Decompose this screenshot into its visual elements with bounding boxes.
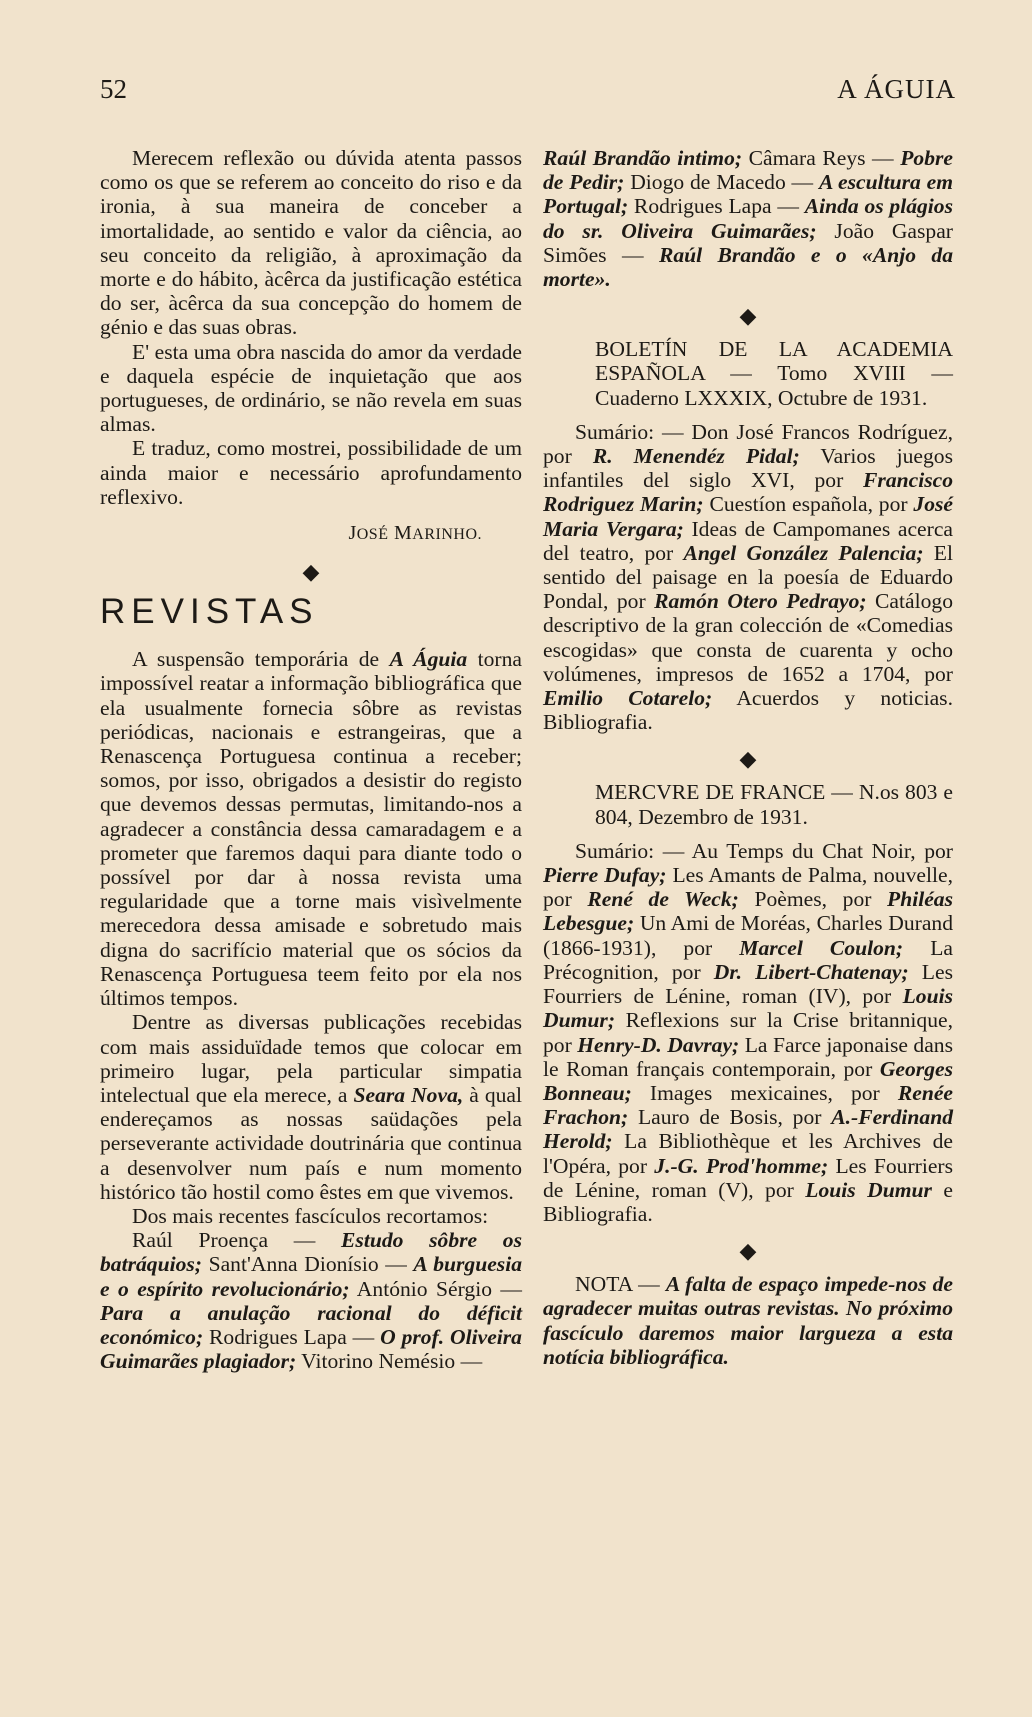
page-header	[100, 74, 956, 114]
paragraph: Dentre as diversas publicações recebidas com mais assiduïdade temos que colocar em primeiro lugar, pela particular simpatia intelectual que ela merece, a Seara Nova, à qual endereçamos as nossas saüdações pela perseverante actividade doutrinária que continua a desenvolver num país e num momento histórico tão hostil como êstes em que vivemos.	[100, 1010, 522, 1204]
diamond-ornament-icon: ◆	[302, 559, 320, 585]
section-title: REVISTAS	[100, 592, 319, 632]
journal-heading: MERCVRE DE FRANCE — N.os 803 e 804, Dezembro de 1931.	[595, 780, 953, 829]
diamond-ornament-icon: ◆	[739, 1238, 757, 1264]
paragraph: E' esta uma obra nascida do amor da verdade e daquela espécie de inquietação que aos portugueses, de ordinário, se não revela em suas almas.	[100, 339, 522, 437]
paragraph: Sumário: — Au Temps du Chat Noir, por Pierre Dufay; Les Amants de Palma, nouvelle, por René de Weck; Poèmes, por Philéas Lebesgue; Un Ami de Moréas, Charles Durand (1866-1931), por Marcel Coulon; La Précognition, por Dr. Libert-Chatenay; Les Fourriers de Lénine, roman (IV), por Louis Dumur; Reflexions sur la Crise britannique, por Henry-D. Davray; La Farce japonaise dans le Roman français contemporain, por Georges Bonneau; Images mexicaines, por Renée Frachon; Lauro de Bosis, por A.-Ferdinand Herold; La Bibliothèque et les Archives de l'Opéra, por J.-G. Prod'homme; Les Fourriers de Lénine, roman (V), por Louis Dumur e Bibliografia.	[543, 838, 954, 1226]
diamond-ornament-icon: ◆	[739, 303, 757, 329]
paragraph: Raúl Brandão intimo; Câmara Reys — Pobre de Pedir; Diogo de Macedo — A escultura em Portugal; Rodrigues Lapa — Ainda os plágios do sr. Oliveira Guimarães; João Gaspar Simões — Raúl Brandão e o «Anjo da morte».	[543, 146, 954, 292]
paragraph: Raúl Proença — Estudo sôbre os batráquios; Sant'Anna Dionísio — A burguesia e o espírito revolucionário; António Sérgio — Para a anulação racional do déficit económico; Rodrigues Lapa — O prof. Oliveira Guimarães plagiador; Vitorino Nemésio —	[100, 1228, 522, 1374]
page-number: 52	[100, 74, 127, 104]
journal-heading: BOLETÍN DE LA ACADEMIA ESPAÑOLA — Tomo XVIII — Cuaderno LXXXIX, Octubre de 1931.	[595, 337, 953, 410]
paragraph: Dos mais recentes fascículos recortamos:	[132, 1203, 489, 1228]
running-title: A ÁGUIA	[837, 74, 956, 104]
paragraph: A suspensão temporária de A Águia torna impossível reatar a informação bibliográfica que ela usualmente fornecia sôbre as revistas periódicas, nacionais e estrangeiras, que a Renascença Portuguesa continua a receber; somos, por isso, obrigados a desistir do registo que devemos dessas permutas, limitando-nos a agradecer a constância dessa camaradagem e a prometer que faremos daqui para diante todo o possível por dar à nossa revista uma regularidade que a torne mais visìvelmente merecedora dessa amisade e sobretudo mais digna do sacrifício material que os sócios da Renascença Portuguesa teem feito por ela nos últimos tempos.	[100, 647, 522, 1011]
left-column	[100, 146, 522, 1373]
note-paragraph: NOTA — A falta de espaço impede-nos de agradecer muitas outras revistas. No próximo fascículo daremos maior largueza a esta notícia bibliográfica.	[543, 1272, 953, 1369]
right-column	[543, 146, 953, 1369]
paragraph: E traduz, como mostrei, possibilidade de um ainda maior e necessário aprofundamento reflexivo.	[100, 436, 522, 509]
diamond-ornament-icon: ◆	[739, 746, 757, 772]
author-signature: JOSÉ MARINHO.	[348, 522, 482, 545]
paragraph: Merecem reflexão ou dúvida atenta passos como os que se referem ao conceito do riso e da ironia, à sua maneira de conceber a imortalidade, ao sentido e valor da ciência, ao seu conceito da religião, à aproximação da morte e do hábito, àcêrca da justificação estética do ser, àcêrca da sua concepção do homem de génio e das suas obras.	[100, 146, 522, 340]
paragraph: Sumário: — Don José Francos Rodríguez, por R. Menendéz Pidal; Varios juegos infantiles del siglo XVI, por Francisco Rodriguez Marin; Cuestíon española, por José Maria Vergara; Ideas de Campomanes acerca del teatro, por Angel González Palencia; El sentido del paisage en la poesía de Eduardo Pondal, por Ramón Otero Pedrayo; Catálogo descriptivo de la gran colección de «Comedias escogidas» que consta de cuarenta y ocho volúmenes, impresos de 1652 a 1704, por Emilio Cotarelo; Acuerdos y noticias. Bibliografia.	[543, 419, 953, 735]
